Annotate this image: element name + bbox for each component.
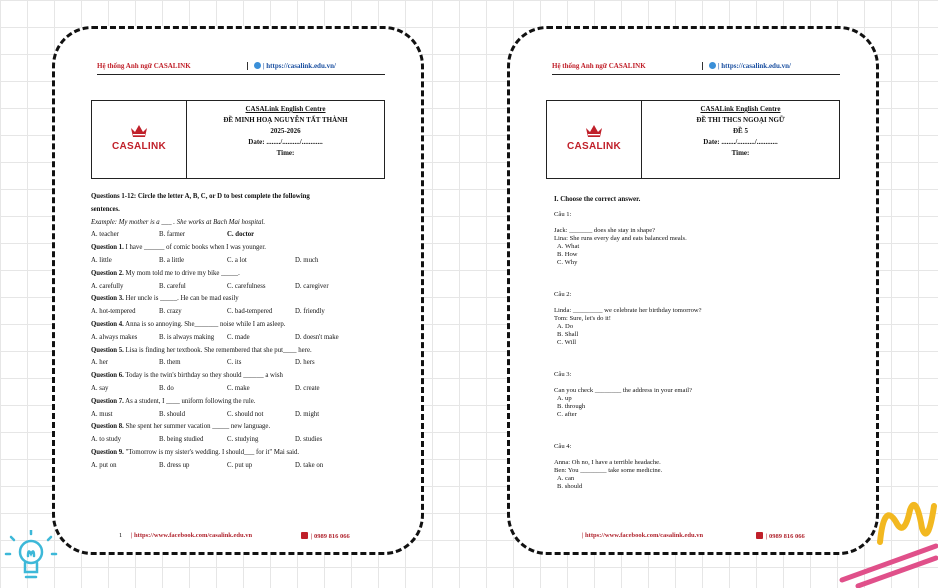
answer-option[interactable]: C. a lot xyxy=(227,256,247,264)
casalink-logo xyxy=(92,101,187,178)
answer-option[interactable]: A. carefully xyxy=(91,282,124,290)
answer-option[interactable]: A. must xyxy=(91,410,113,418)
answer-option[interactable]: D. caregiver xyxy=(295,282,329,290)
title-box xyxy=(91,100,385,179)
answer-option[interactable]: B. do xyxy=(159,384,174,392)
answer-option[interactable]: B. How xyxy=(557,251,578,258)
brand-name: Hệ thống Anh ngữ CASALINK xyxy=(552,62,646,70)
spacer xyxy=(554,203,840,211)
left-page xyxy=(91,29,385,552)
question-4: Question 4. Anna is so annoying. She_______ noise while I am asleep. xyxy=(91,320,286,328)
answer-option[interactable]: D. doesn't make xyxy=(295,333,339,341)
section-heading: I. Choose the correct answer. xyxy=(554,195,641,203)
question-6-options xyxy=(91,383,385,396)
phone-icon xyxy=(301,532,308,539)
answer-option[interactable]: B. dress up xyxy=(159,461,190,469)
exam-number: ĐỀ 5 xyxy=(733,127,748,135)
page-number: 1 xyxy=(119,532,123,539)
globe-icon xyxy=(709,62,716,69)
answer-option[interactable]: D. might xyxy=(295,410,320,418)
answer-option[interactable]: B. should xyxy=(557,483,583,490)
school-year: 2025-2026 xyxy=(270,127,301,135)
answer-option[interactable]: B. careful xyxy=(159,282,186,290)
question-1: Question 1. I have ______ of comic books when I was younger. xyxy=(91,244,266,252)
page-header xyxy=(97,62,385,76)
spacer xyxy=(554,363,840,371)
date-field: Date: ......../........../............ xyxy=(703,138,778,146)
answer-option[interactable]: D. friendly xyxy=(295,308,325,316)
answer-option[interactable]: A. always makes xyxy=(91,333,138,341)
question-text: Can you check ________ the address in your email? xyxy=(554,387,693,394)
spacer xyxy=(554,219,840,227)
centre-name: CASALink English Centre xyxy=(700,105,781,113)
facebook-link[interactable]: | https://www.facebook.com/casalink.edu.vn xyxy=(131,532,253,539)
spacer xyxy=(554,451,840,459)
spacer xyxy=(554,379,840,387)
question-7: Question 7. As a student, I ____ uniform following the rule. xyxy=(91,397,256,405)
example-option-b: B. farmer xyxy=(159,231,186,239)
phone-contact: | 0989 816 066 xyxy=(756,532,805,540)
example-options xyxy=(91,229,385,242)
casalink-logo xyxy=(547,101,642,178)
spacer xyxy=(554,435,840,443)
answer-option[interactable]: A. little xyxy=(91,256,112,264)
spacer xyxy=(554,267,840,275)
header-rule xyxy=(552,74,840,75)
question-5-options xyxy=(91,357,385,370)
example-option-c: C. doctor xyxy=(227,231,255,239)
question-text: Ben: You ________ take some medicine. xyxy=(554,467,663,474)
question-9: Question 9. "Tomorrow is my sister's wedding. I should___ for it" Mai said. xyxy=(91,448,300,456)
left-page-frame xyxy=(52,26,424,555)
answer-option[interactable]: C. make xyxy=(227,384,250,392)
answer-option[interactable]: D. create xyxy=(295,384,320,392)
question-7-options xyxy=(91,409,385,422)
answer-option[interactable]: A. Do xyxy=(557,323,574,330)
exam-title: ĐỀ THI THCS NGOẠI NGỮ xyxy=(696,116,785,124)
question-6: Question 6. Today is the twin's birthday so they should ______ a wish xyxy=(91,372,283,380)
lightbulb-icon xyxy=(4,530,58,584)
question-4-options xyxy=(91,332,385,345)
answer-option[interactable]: D. hers xyxy=(295,359,315,367)
answer-option[interactable]: C. put up xyxy=(227,461,253,469)
title-block xyxy=(642,104,839,159)
right-page xyxy=(546,29,840,552)
spacer xyxy=(554,427,840,435)
question-2-options xyxy=(91,281,385,294)
question-8: Question 8. She spent her summer vacation _____ new language. xyxy=(91,423,271,431)
brand-name: Hệ thống Anh ngữ CASALINK xyxy=(97,62,191,70)
header-rule xyxy=(97,74,385,75)
logo-text: CASALINK xyxy=(566,141,622,152)
question-text: Lina: She runs every day and eats balanced meals. xyxy=(554,235,687,242)
answer-option[interactable]: B. Shall xyxy=(557,331,579,338)
stripe-decoration xyxy=(836,540,938,588)
website-url: | https://casalink.edu.vn/ xyxy=(263,62,336,70)
question-9-options xyxy=(91,460,385,473)
answer-option[interactable]: D. studies xyxy=(295,436,323,444)
answer-option[interactable]: B. is always making xyxy=(159,333,215,341)
answer-option[interactable]: B. a little xyxy=(159,256,185,264)
question-text: Jack: _______ does she stay in shape? xyxy=(554,227,656,234)
phone-icon xyxy=(756,532,763,539)
question-list xyxy=(554,195,840,491)
spacer xyxy=(554,355,840,363)
answer-option[interactable]: B. them xyxy=(159,359,181,367)
centre-name: CASALink English Centre xyxy=(245,105,326,113)
answer-option[interactable]: C. made xyxy=(227,333,250,341)
answer-option[interactable]: A. can xyxy=(557,475,575,482)
phone-contact: | 0989 816 066 xyxy=(301,532,350,540)
question-label: Câu 3: xyxy=(554,371,572,378)
instruction: Questions 1-12: Circle the letter A, B, C, or D to best complete the following xyxy=(91,193,310,200)
question-label: Câu 2: xyxy=(554,291,572,298)
example-option-a: A. teacher xyxy=(91,231,119,239)
website-url: | https://casalink.edu.vn/ xyxy=(718,62,791,70)
answer-option[interactable]: A. her xyxy=(91,359,108,367)
question-label: Câu 1: xyxy=(554,211,572,218)
answer-option[interactable]: B. through xyxy=(557,403,586,410)
instruction-cont: sentences. xyxy=(91,205,120,213)
answer-option[interactable]: A. say xyxy=(91,384,109,392)
spacer xyxy=(554,275,840,283)
answer-option[interactable]: D. much xyxy=(295,256,319,264)
answer-option[interactable]: C. Will xyxy=(557,339,577,346)
answer-option[interactable]: C. studying xyxy=(227,436,259,444)
page-header xyxy=(552,62,840,76)
logo-text: CASALINK xyxy=(111,141,167,152)
question-3-options xyxy=(91,306,385,319)
date-field: Date: ......../........../............ xyxy=(248,138,323,146)
answer-option[interactable]: A. What xyxy=(557,243,580,250)
globe-icon xyxy=(254,62,261,69)
question-text: Anna: Oh no, I have a terrible headache. xyxy=(554,459,661,466)
question-8-options xyxy=(91,434,385,447)
website-link[interactable] xyxy=(247,62,336,70)
title-block xyxy=(187,104,384,159)
exam-title: ĐỀ MINH HOẠ NGUYỄN TẤT THÀNH xyxy=(223,116,348,124)
time-field: Time: xyxy=(276,149,295,157)
question-text: Tom: Sure, let's do it! xyxy=(554,315,611,322)
answer-option[interactable]: C. its xyxy=(227,359,242,367)
question-2: Question 2. My mom told me to drive my bike _____. xyxy=(91,269,240,277)
question-text: Linda: _________ we celebrate her birthday tomorrow? xyxy=(554,307,702,314)
spacer xyxy=(554,419,840,427)
answer-option[interactable]: B. crazy xyxy=(159,308,182,316)
spacer xyxy=(554,283,840,291)
crown-logo-icon xyxy=(130,123,148,139)
title-box xyxy=(546,100,840,179)
question-label: Câu 4: xyxy=(554,443,572,450)
answer-option[interactable]: A. put on xyxy=(91,461,117,469)
spacer xyxy=(554,347,840,355)
answer-option[interactable]: C. bad-tempered xyxy=(227,308,273,316)
website-link[interactable] xyxy=(702,62,791,70)
question-3: Question 3. Her uncle is _____. He can be mad easily xyxy=(91,295,239,303)
question-1-options xyxy=(91,255,385,268)
answer-option[interactable]: B. should xyxy=(159,410,186,418)
crown-logo-icon xyxy=(585,123,603,139)
answer-option[interactable]: D. take on xyxy=(295,461,324,469)
answer-option[interactable]: C. Why xyxy=(557,259,578,266)
answer-option[interactable]: C. carefulness xyxy=(227,282,266,290)
question-5: Question 5. Lisa is finding her textbook. She remembered that she put____ here. xyxy=(91,346,312,354)
right-page-frame xyxy=(507,26,879,555)
answer-option[interactable]: C. after xyxy=(557,411,577,418)
answer-option[interactable]: C. should not xyxy=(227,410,264,418)
answer-option[interactable]: A. hot-tempered xyxy=(91,308,136,316)
question-list xyxy=(91,191,385,473)
spacer xyxy=(554,299,840,307)
answer-option[interactable]: A. up xyxy=(557,395,572,402)
facebook-link[interactable]: | https://www.facebook.com/casalink.edu.vn xyxy=(582,532,704,539)
time-field: Time: xyxy=(731,149,750,157)
answer-option[interactable]: A. to study xyxy=(91,436,122,444)
answer-option[interactable]: B. being studied xyxy=(159,436,204,444)
example-line: Example: My mother is a ___ . She works at Bach Mai hospital. xyxy=(91,218,266,226)
